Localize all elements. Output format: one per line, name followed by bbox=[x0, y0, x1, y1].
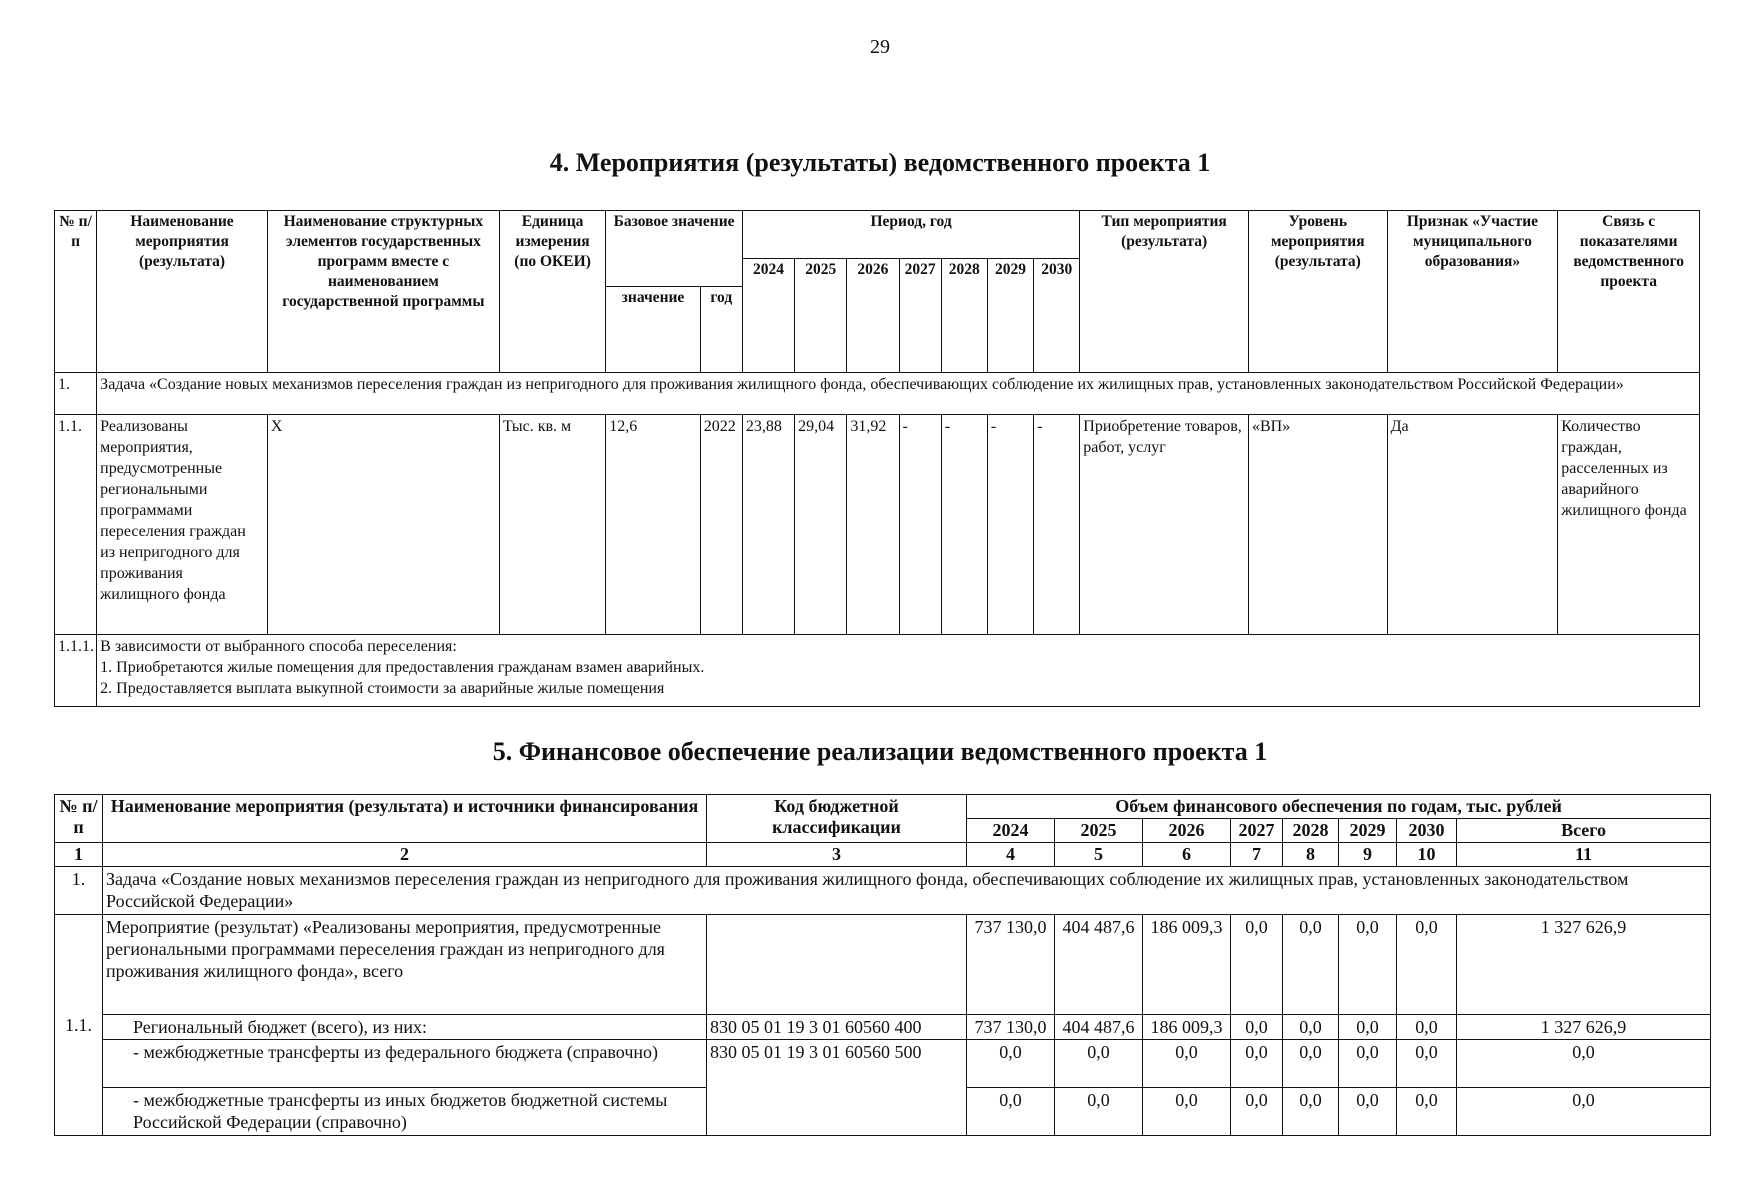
fin-row-name: Мероприятие (результат) «Реализованы мероприятия, предусмотренные региональными программами переселения граждан из непригодного для проживания жилищного фонда», всего bbox=[103, 915, 707, 1015]
fin-row-value: 0,0 bbox=[1283, 915, 1339, 1015]
row-value: - bbox=[987, 415, 1033, 635]
col-number: 7 bbox=[1231, 843, 1283, 867]
fin-header-code: Код бюджетной классификации bbox=[707, 795, 967, 843]
header-num: № п/п bbox=[55, 211, 97, 373]
header-base-value: значение bbox=[606, 287, 700, 373]
fin-row-value: 404 487,6 bbox=[1055, 1015, 1143, 1040]
header-year: 2025 bbox=[795, 259, 847, 373]
fin-row-value: 0,0 bbox=[1055, 1040, 1143, 1088]
subrow-line: 2. Предоставляется выплата выкупной стоимости за аварийные жилые помещения bbox=[100, 680, 665, 697]
header-level: Уровень мероприятия (результата) bbox=[1249, 211, 1388, 373]
fin-row-value: 0,0 bbox=[1283, 1015, 1339, 1040]
subrow-line: В зависимости от выбранного способа переселения: bbox=[100, 638, 457, 655]
fin-row-value: 737 130,0 bbox=[967, 915, 1055, 1015]
fin-row-value: 0,0 bbox=[1143, 1088, 1231, 1136]
row-type: Приобретение товаров, работ, услуг bbox=[1080, 415, 1249, 635]
header-base: Базовое значение bbox=[606, 211, 743, 287]
fin-row-total: 1 327 626,9 bbox=[1457, 1015, 1711, 1040]
fin-header-name: Наименование мероприятия (результата) и источники финансирования bbox=[103, 795, 707, 843]
row-base-value: 12,6 bbox=[606, 415, 700, 635]
fin-row-value: 0,0 bbox=[1397, 1088, 1457, 1136]
fin-header-year: 2030 bbox=[1397, 819, 1457, 843]
fin-row-value: 0,0 bbox=[1397, 1040, 1457, 1088]
header-period: Период, год bbox=[742, 211, 1079, 259]
fin-row-total: 1 327 626,9 bbox=[1457, 915, 1711, 1015]
fin-row-value: 0,0 bbox=[967, 1040, 1055, 1088]
section-4-title: 4. Мероприятия (результаты) ведомственного проекта 1 bbox=[549, 148, 1211, 177]
col-number: 9 bbox=[1339, 843, 1397, 867]
fin-header-year: 2027 bbox=[1231, 819, 1283, 843]
header-name: Наименование мероприятия (результата) bbox=[97, 211, 268, 373]
fin-row-value: 0,0 bbox=[1397, 915, 1457, 1015]
row-name: Реализованы мероприятия, предусмотренные региональными программами переселения граждан из непригодного для проживания жилищного фонда bbox=[97, 415, 268, 635]
col-number: 5 bbox=[1055, 843, 1143, 867]
fin-row-value: 0,0 bbox=[1231, 915, 1283, 1015]
col-number: 2 bbox=[103, 843, 707, 867]
col-number: 8 bbox=[1283, 843, 1339, 867]
fin-row-value: 0,0 bbox=[1339, 1088, 1397, 1136]
task-num: 1. bbox=[55, 373, 97, 415]
fin-row-value: 0,0 bbox=[1283, 1040, 1339, 1088]
col-number: 1 bbox=[55, 843, 103, 867]
header-link: Связь с показателями ведомственного проекта bbox=[1558, 211, 1700, 373]
section-5-title: 5. Финансовое обеспечение реализации ведомственного проекта 1 bbox=[492, 737, 1268, 766]
fin-row-value: 0,0 bbox=[1397, 1015, 1457, 1040]
row-value: - bbox=[899, 415, 941, 635]
row-value: 29,04 bbox=[795, 415, 847, 635]
header-unit: Единица измерения (по ОКЕИ) bbox=[499, 211, 605, 373]
fin-row-name: Региональный бюджет (всего), из них: bbox=[103, 1015, 707, 1040]
header-year: 2027 bbox=[899, 259, 941, 373]
task-text: Задача «Создание новых механизмов переселения граждан из непригодного для проживания жилищного фонда, обеспечивающих соблюдение их жилищных прав, установленных законодательством Российской Федерации» bbox=[97, 373, 1700, 415]
fin-row-value: 0,0 bbox=[1283, 1088, 1339, 1136]
header-year: 2024 bbox=[742, 259, 794, 373]
fin-header-year: 2028 bbox=[1283, 819, 1339, 843]
row-structural: Х bbox=[267, 415, 499, 635]
fin-row-value: 0,0 bbox=[1339, 1040, 1397, 1088]
fin-header-year: 2025 bbox=[1055, 819, 1143, 843]
header-structural: Наименование структурных элементов государственных программ вместе с наименованием государственной программы bbox=[267, 211, 499, 373]
fin-row-num: 1.1. bbox=[55, 915, 103, 1136]
fin-row-value: 0,0 bbox=[1231, 1015, 1283, 1040]
row-value: 31,92 bbox=[847, 415, 899, 635]
subrow-num: 1.1.1. bbox=[55, 635, 97, 707]
row-value: - bbox=[1034, 415, 1080, 635]
row-num: 1.1. bbox=[55, 415, 97, 635]
fin-row-value: 186 009,3 bbox=[1143, 915, 1231, 1015]
page-number: 29 bbox=[870, 36, 890, 58]
fin-row-name: - межбюджетные трансферты из иных бюджетов бюджетной системы Российской Федерации (справочно) bbox=[103, 1088, 707, 1136]
col-number: 4 bbox=[967, 843, 1055, 867]
fin-row-value: 0,0 bbox=[1143, 1040, 1231, 1088]
fin-row-value: 0,0 bbox=[967, 1088, 1055, 1136]
header-type: Тип мероприятия (результата) bbox=[1080, 211, 1249, 373]
row-level: «ВП» bbox=[1249, 415, 1388, 635]
header-year: 2026 bbox=[847, 259, 899, 373]
col-number: 3 bbox=[707, 843, 967, 867]
row-unit: Тыс. кв. м bbox=[499, 415, 605, 635]
col-number: 10 bbox=[1397, 843, 1457, 867]
fin-row-value: 186 009,3 bbox=[1143, 1015, 1231, 1040]
subrow-text bbox=[97, 635, 1700, 707]
fin-row-code: 830 05 01 19 3 01 60560 500 bbox=[707, 1040, 967, 1136]
fin-header-year: 2024 bbox=[967, 819, 1055, 843]
subrow-line: 1. Приобретаются жилые помещения для предоставления гражданам взамен аварийных. bbox=[100, 659, 705, 676]
fin-row-value: 0,0 bbox=[1339, 1015, 1397, 1040]
fin-row-code: 830 05 01 19 3 01 60560 400 bbox=[707, 1015, 967, 1040]
row-base-year: 2022 bbox=[700, 415, 742, 635]
fin-header-year: 2026 bbox=[1143, 819, 1231, 843]
row-link: Количество граждан, расселенных из аварийного жилищного фонда bbox=[1558, 415, 1700, 635]
fin-row-total: 0,0 bbox=[1457, 1040, 1711, 1088]
row-value: - bbox=[941, 415, 987, 635]
header-year: 2029 bbox=[987, 259, 1033, 373]
row-value: 23,88 bbox=[742, 415, 794, 635]
header-base-year: год bbox=[700, 287, 742, 373]
fin-row-value: 0,0 bbox=[1231, 1088, 1283, 1136]
events-table bbox=[54, 210, 1700, 707]
col-number: 11 bbox=[1457, 843, 1711, 867]
col-number: 6 bbox=[1143, 843, 1231, 867]
fin-row-value: 0,0 bbox=[1231, 1040, 1283, 1088]
header-municipal: Признак «Участие муниципального образования» bbox=[1387, 211, 1558, 373]
finance-table bbox=[54, 794, 1711, 1136]
row-municipal: Да bbox=[1387, 415, 1558, 635]
header-year: 2030 bbox=[1034, 259, 1080, 373]
fin-row-value: 0,0 bbox=[1339, 915, 1397, 1015]
fin-row-value: 404 487,6 bbox=[1055, 915, 1143, 1015]
fin-header-year: 2029 bbox=[1339, 819, 1397, 843]
header-year: 2028 bbox=[941, 259, 987, 373]
fin-task-num: 1. bbox=[55, 867, 103, 915]
fin-row-value: 737 130,0 bbox=[967, 1015, 1055, 1040]
fin-header-total: Всего bbox=[1457, 819, 1711, 843]
fin-header-num: № п/п bbox=[55, 795, 103, 843]
fin-row-name: - межбюджетные трансферты из федерального бюджета (справочно) bbox=[103, 1040, 707, 1088]
fin-task-text: Задача «Создание новых механизмов переселения граждан из непригодного для проживания жилищного фонда, обеспечивающих соблюдение их жилищных прав, установленных законодательством Российской Федерации» bbox=[103, 867, 1711, 915]
fin-row-code bbox=[707, 915, 967, 1015]
fin-row-total: 0,0 bbox=[1457, 1088, 1711, 1136]
fin-header-volume: Объем финансового обеспечения по годам, тыс. рублей bbox=[967, 795, 1711, 819]
fin-row-value: 0,0 bbox=[1055, 1088, 1143, 1136]
